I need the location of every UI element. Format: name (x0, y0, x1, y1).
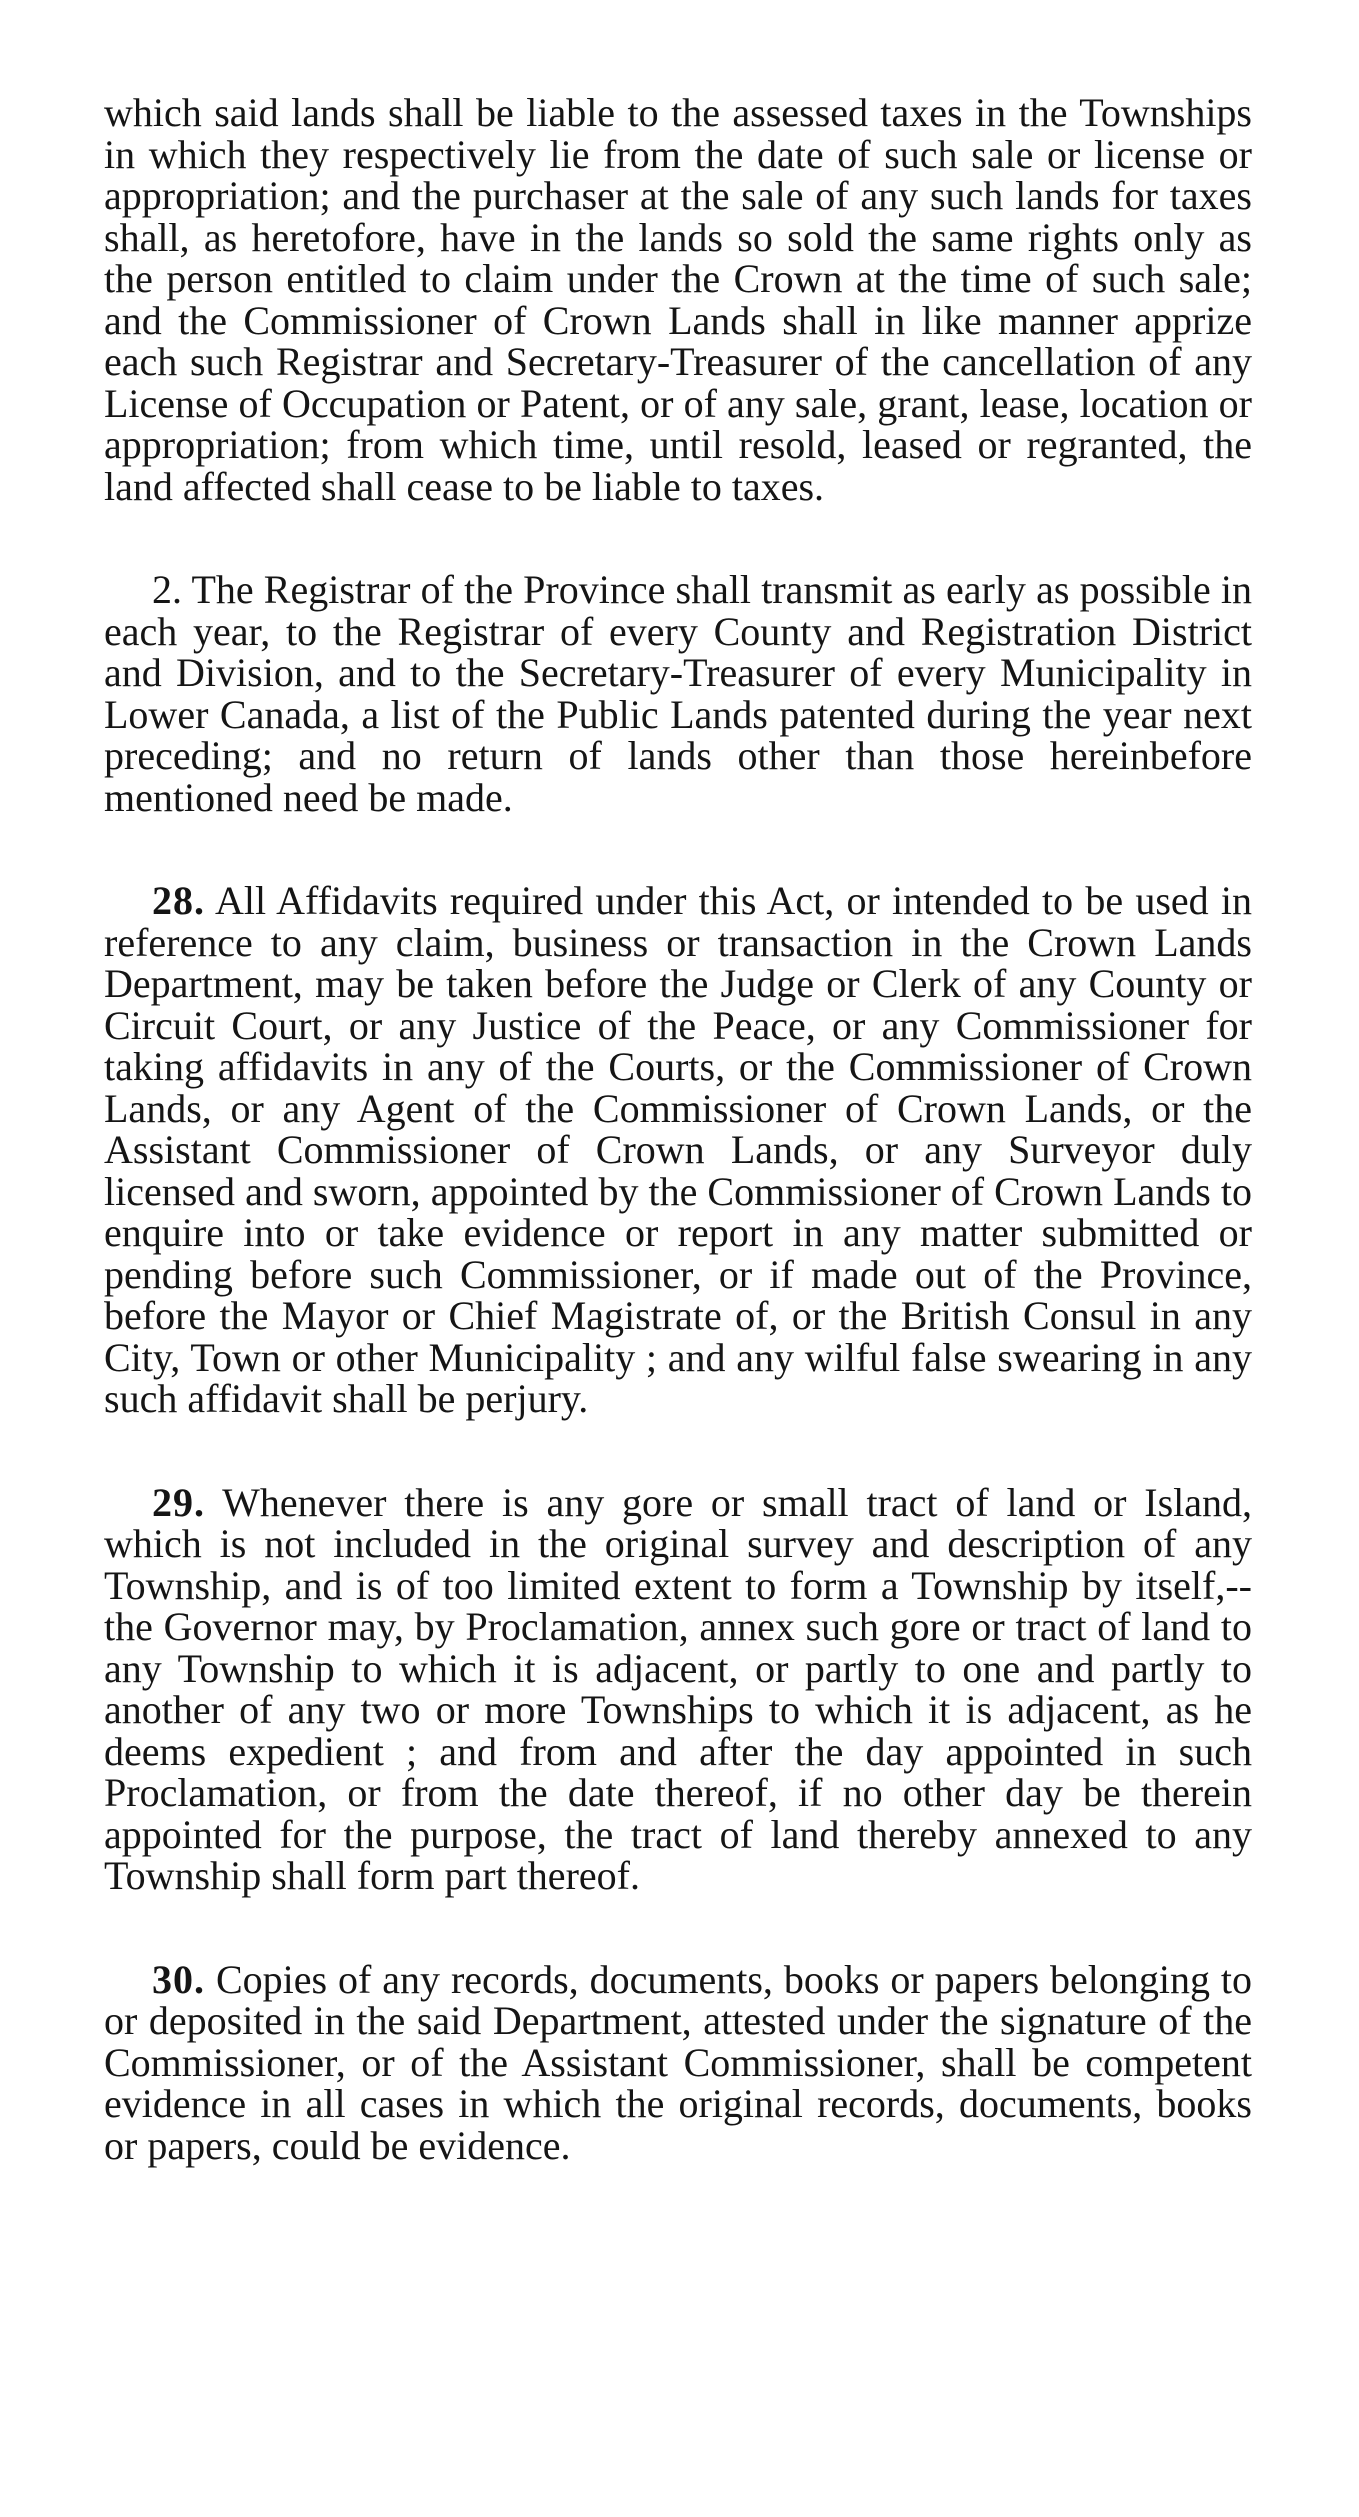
section-number: 30. (152, 1956, 205, 2002)
section-text: All Affidavits required under this Act, or intended to be used in reference to any claim, business or transaction in the Crown Lands Department, may be taken before the Judge or Clerk of any County or Circuit Court, or any Justice of the Peace, or any Commissioner for taking affidavits in any of the Courts, or the Commissioner of Crown Lands, or any Agent of the Commissioner of Crown Lands, or the Assistant Commissioner of Crown Lands, or any Surveyor duly licensed and sworn, appointed by the Commissioner of Crown Lands to enquire into or take evidence or report in any matter submitted or pending before such Commissioner, or if made out of the Province, before the Mayor or Chief Magistrate of, or the British Consul in any City, Town or other Municipality ; and any wilful false swearing in any such affidavit shall be perjury. (104, 878, 1252, 1421)
section-number: 29. (152, 1479, 205, 1525)
paragraph-text: which said lands shall be liable to the assessed taxes in the Townships in which they respectively lie from the date of such sale or license or appropriation; and the purchaser at the sale of any such lands for taxes shall, as heretofore, have in the lands so sold the same rights only as the person entitled to claim under the Crown at the time of such sale; and the Commissioner of Crown Lands shall in like manner apprize each such Registrar and Secretary-Treasurer of the cancellation of any License of Occupation or Patent, or of any sale, grant, lease, location or appropriation; from which time, until resold, leased or regranted, the land affected shall cease to be liable to taxes. (104, 90, 1252, 509)
paragraph-text: 2. The Registrar of the Province shall transmit as early as possible in each year, to the Registrar of every County and Registration District and Division, and to the Secretary-Treasurer of every Municipality in Lower Canada, a list of the Public Lands patented during the year next preceding; and no return of lands other than those hereinbefore mentioned need be made. (104, 567, 1252, 820)
paragraph-gap (104, 1420, 1252, 1482)
paragraph-gap (104, 818, 1252, 880)
section-29 (104, 1479, 1252, 1898)
section-text: Copies of any records, documents, books or papers belonging to or deposited in the said Department, attested under the signature of the Commissioner, or of the Assistant Commissioner, shall be competent evidence in all cases in which the original records, documents, books or papers, could be evidence. (104, 1956, 1253, 2168)
section-28 (104, 880, 1252, 1420)
text-column (104, 92, 1252, 2166)
section-text: Whenever there is any gore or small tract of land or Island, which is not included in the original survey and description of any Township, and is of too limited extent to form a Township by itself,--the Governor may, by Proclamation, annex such gore or tract of land to any Township to which it is adjacent, or partly to one and partly to another of any two or more Townships to which it is adjacent, as he deems expedient ; and from and after the day appointed in such Proclamation, or from the date thereof, if no other day be therein appointed for the purpose, the tract of land thereby annexed to any Township shall form part thereof. (104, 1479, 1252, 1898)
paragraph-gap (104, 1897, 1252, 1959)
section-number: 28. (152, 878, 205, 923)
paragraph-subsection-2 (104, 569, 1252, 818)
section-30 (104, 1956, 1253, 2168)
paragraph-continuation (104, 92, 1252, 507)
paragraph-gap (104, 507, 1252, 569)
